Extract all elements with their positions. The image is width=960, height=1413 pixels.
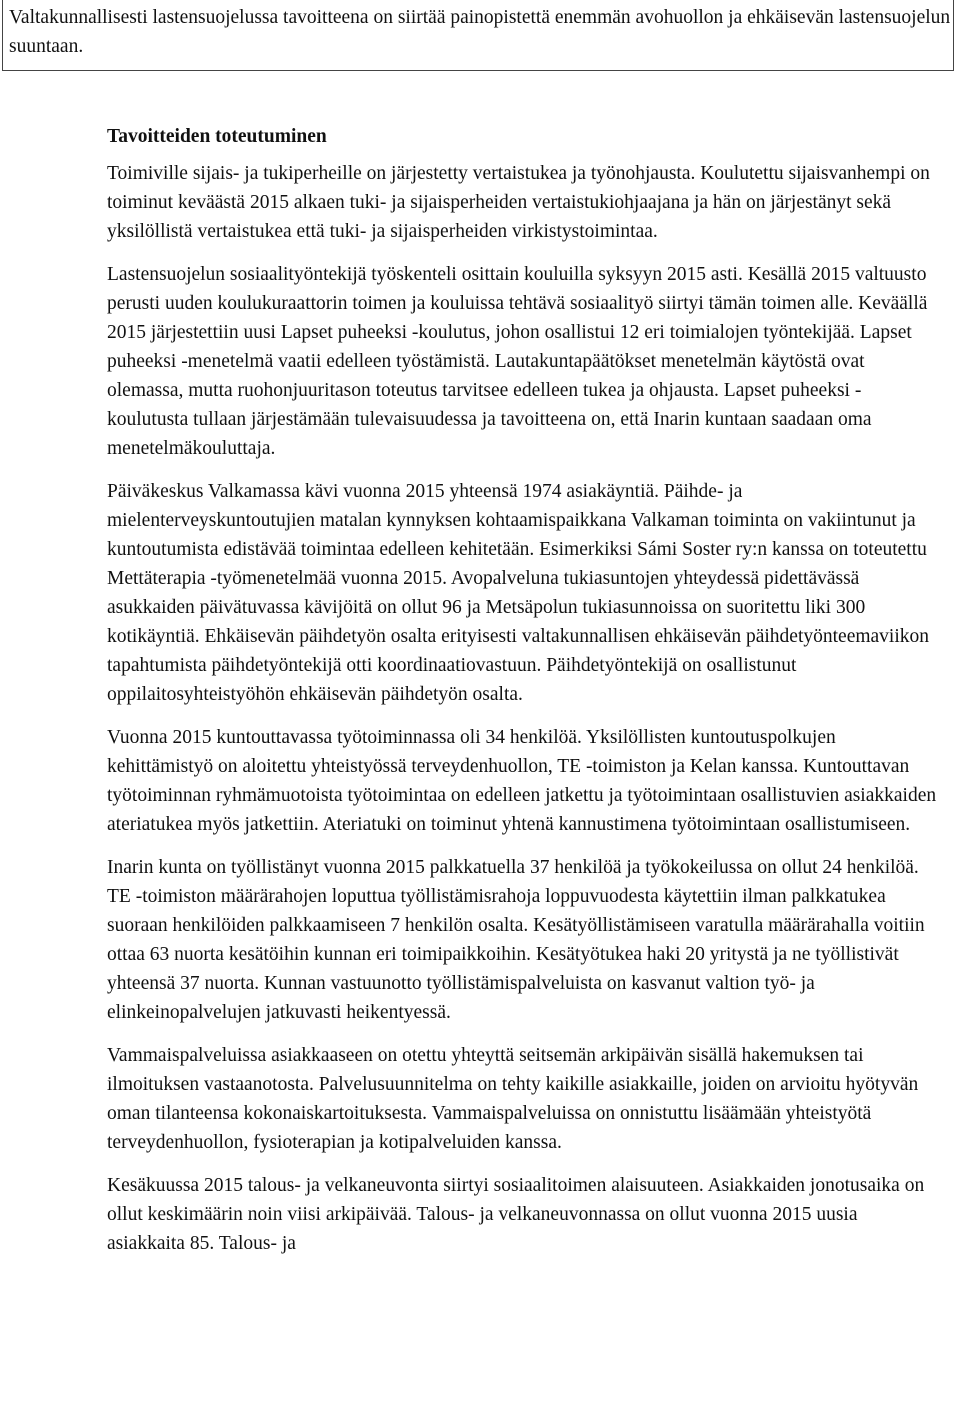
paragraph-substance-abuse: Päiväkeskus Valkamassa kävi vuonna 2015 yhteensä 1974 asiakäyntiä. Päihde- ja mielenterveyskuntoutujien matalan kynnyksen kohtaamispaikkana Valkaman toiminta on vakiintunut ja kuntoutumista edistävää toimintaa edelleen kehitetään. Esimerkiksi Sámi Soster ry:n kanssa on toteutettu Mettäterapia -työmenetelmää vuonna 2015. Avopalveluna tukiasuntojen yhteydessä pidettävässä asukkaiden päivätuvassa kävijöitä on ollut 96 ja Metsäpolun tukiasunnoissa on suoritettu liki 300 kotikäyntiä. Ehkäisevän päihdetyön osalta erityisesti valtakunnallisen ehkäisevän päihdetyönteemaviikon tapahtumista päihdetyöntekijä otti koordinaatiovastuun. Päihdetyöntekijä on osallistunut oppilaitosyhteistyöhön ehkäisevän päihdetyön osalta. [107, 481, 930, 705]
summary-text: Valtakunnallisesti lastensuojelussa tavoitteena on siirtää painopistettä enemmän avohuollon ja ehkäisevän lastensuojelun suuntaan. [9, 7, 951, 57]
paragraph-rehabilitative-work: Vuonna 2015 kuntouttavassa työtoiminnassa oli 34 henkilöä. Yksilöllisten kuntoutuspolkujen kehittämistyö on aloitettu yhteistyössä terveydenhuollon, TE -toimiston ja Kelan kanssa. Kuntouttavan työtoiminnan ryhmämuotoista työtoimintaa on edelleen jatkettu ja työtoimintaan osallistuvien asiakkaiden ateriatukea myös jatkettiin. Ateriatuki on toiminut yhtenä kannustimena työtoimintaan osallistumiseen. [107, 727, 937, 835]
paragraph-employment: Inarin kunta on työllistänyt vuonna 2015 palkkatuella 37 henkilöä ja työkokeilussa on ollut 24 henkilöä. TE -toimiston määrärahojen loputtua työllistämisrahoja loppuvuodesta käytettiin ilman palkkatukea suoraan henkilöiden palkkaamiseen 7 henkilön osalta. Kesätyöllistämiseen varatulla määrärahalla voitiin ottaa 63 nuorta kesätöihin kunnan eri toimipaikkoihin. Kesätyötukea haki 20 yritystä ja ne työllistivät yhteensä 37 nuorta. Kunnan vastuunotto työllistämispalveluista on kasvanut valtion työ- ja elinkeinopalvelujen jatkuvasti heikentyessä. [107, 857, 925, 1023]
paragraph-debt-counseling: Kesäkuussa 2015 talous- ja velkaneuvonta siirtyi sosiaalitoimen alaisuuteen. Asiakkaiden jonotusaika on ollut keskimäärin noin viisi arkipäivää. Talous- ja velkaneuvonnassa on ollut vuonna 2015 uusia asiakkaita 85. Talous- ja [107, 1175, 925, 1254]
section-heading: Tavoitteiden toteutuminen [107, 126, 327, 147]
summary-box [2, 0, 954, 71]
paragraph-disability-services: Vammaispalveluissa asiakkaaseen on otettu yhteyttä seitsemän arkipäivän sisällä hakemuksen tai ilmoituksen vastaanotosta. Palvelusuunnitelma on tehty kaikille asiakkaille, joiden on arvioitu hyötyvän oman tilanteensa kokonaiskartoituksesta. Vammaispalveluissa on onnistuttu lisäämään yhteistyötä terveydenhuollon, fysioterapian ja kotipalveluiden kanssa. [107, 1045, 919, 1153]
paragraph-child-protection: Lastensuojelun sosiaalityöntekijä työskenteli osittain kouluilla syksyyn 2015 asti. Kesällä 2015 valtuusto perusti uuden koulukuraattorin toimen ja kouluissa tehtävä sosiaalityö siirtyi tämän toimen alle. Keväällä 2015 järjestettiin uusi Lapset puheeksi -koulutus, johon osallistui 12 eri toimialojen työntekijää. Lapset puheeksi -menetelmä vaatii edelleen työstämistä. Lautakuntapäätökset menetelmän käytöstä ovat olemassa, mutta ruohonjuuritason toteutus tarvitsee edelleen tukea ja ohjausta. Lapset puheeksi -koulutusta tullaan järjestämään tulevaisuudessa ja tavoitteena on, että Inarin kuntaan saadaan oma menetelmäkouluttaja. [107, 264, 928, 459]
paragraph-support-families: Toimiville sijais- ja tukiperheille on järjestetty vertaistukea ja työnohjausta. Koulutettu sijaisvanhempi on toiminut keväästä 2015 alkaen tuki- ja sijaisperheiden vertaistukiohjaajana ja hän on järjestänyt sekä yksilöllistä vertaistukea että tuki- ja sijaisperheiden virkistystoimintaa. [107, 163, 930, 242]
main-content [107, 117, 937, 1272]
